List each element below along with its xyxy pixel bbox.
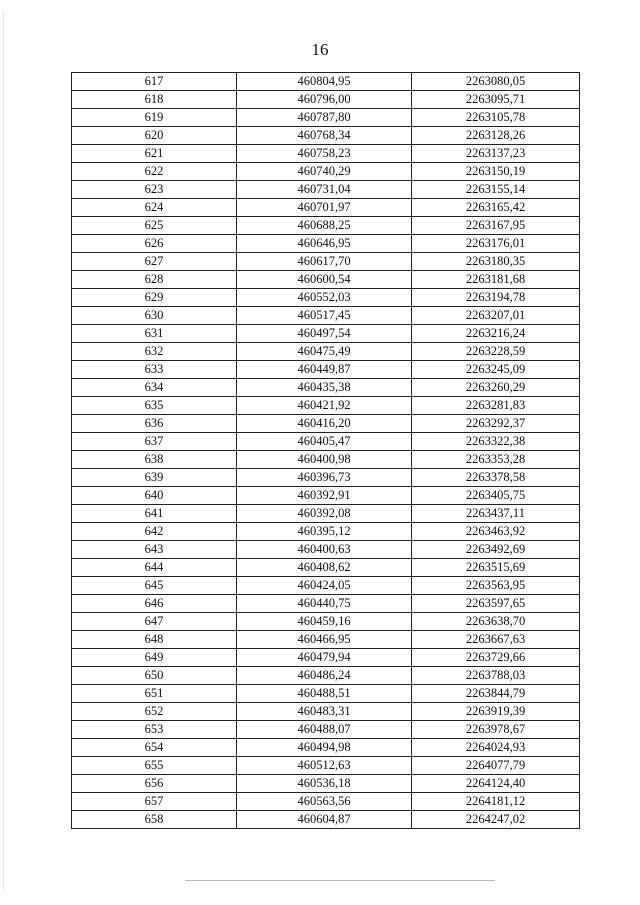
y-coordinate-cell: 2263281,83 bbox=[412, 397, 580, 415]
table-row bbox=[72, 235, 580, 253]
table-row bbox=[72, 91, 580, 109]
y-coordinate-cell: 2263322,38 bbox=[412, 433, 580, 451]
y-coordinate-cell: 2264077,79 bbox=[412, 757, 580, 775]
y-coordinate-cell: 2263105,78 bbox=[412, 109, 580, 127]
x-coordinate-cell: 460488,07 bbox=[237, 721, 412, 739]
y-coordinate-cell: 2263353,28 bbox=[412, 451, 580, 469]
table-row bbox=[72, 163, 580, 181]
x-coordinate-cell: 460563,56 bbox=[237, 793, 412, 811]
y-coordinate-cell: 2263378,58 bbox=[412, 469, 580, 487]
point-number-cell: 648 bbox=[72, 631, 237, 649]
table-row bbox=[72, 415, 580, 433]
point-number-cell: 636 bbox=[72, 415, 237, 433]
y-coordinate-cell: 2263181,68 bbox=[412, 271, 580, 289]
y-coordinate-cell: 2263228,59 bbox=[412, 343, 580, 361]
table-row bbox=[72, 721, 580, 739]
x-coordinate-cell: 460405,47 bbox=[237, 433, 412, 451]
y-coordinate-cell: 2263597,65 bbox=[412, 595, 580, 613]
table-row bbox=[72, 595, 580, 613]
x-coordinate-cell: 460517,45 bbox=[237, 307, 412, 325]
y-coordinate-cell: 2263150,19 bbox=[412, 163, 580, 181]
coordinates-table-body bbox=[72, 73, 580, 829]
x-coordinate-cell: 460486,24 bbox=[237, 667, 412, 685]
y-coordinate-cell: 2263437,11 bbox=[412, 505, 580, 523]
x-coordinate-cell: 460497,54 bbox=[237, 325, 412, 343]
y-coordinate-cell: 2263167,95 bbox=[412, 217, 580, 235]
table-row bbox=[72, 289, 580, 307]
point-number-cell: 655 bbox=[72, 757, 237, 775]
y-coordinate-cell: 2263292,37 bbox=[412, 415, 580, 433]
point-number-cell: 619 bbox=[72, 109, 237, 127]
table-row bbox=[72, 577, 580, 595]
y-coordinate-cell: 2263216,24 bbox=[412, 325, 580, 343]
table-row bbox=[72, 649, 580, 667]
point-number-cell: 635 bbox=[72, 397, 237, 415]
x-coordinate-cell: 460600,54 bbox=[237, 271, 412, 289]
point-number-cell: 625 bbox=[72, 217, 237, 235]
x-coordinate-cell: 460617,70 bbox=[237, 253, 412, 271]
table-row bbox=[72, 739, 580, 757]
y-coordinate-cell: 2263176,01 bbox=[412, 235, 580, 253]
y-coordinate-cell: 2263245,09 bbox=[412, 361, 580, 379]
table-row bbox=[72, 613, 580, 631]
y-coordinate-cell: 2263515,69 bbox=[412, 559, 580, 577]
table-row bbox=[72, 253, 580, 271]
point-number-cell: 658 bbox=[72, 811, 237, 829]
point-number-cell: 631 bbox=[72, 325, 237, 343]
x-coordinate-cell: 460440,75 bbox=[237, 595, 412, 613]
point-number-cell: 628 bbox=[72, 271, 237, 289]
point-number-cell: 620 bbox=[72, 127, 237, 145]
table-row bbox=[72, 793, 580, 811]
point-number-cell: 640 bbox=[72, 487, 237, 505]
y-coordinate-cell: 2263080,05 bbox=[412, 73, 580, 91]
table-row bbox=[72, 199, 580, 217]
x-coordinate-cell: 460604,87 bbox=[237, 811, 412, 829]
table-row bbox=[72, 757, 580, 775]
table-row bbox=[72, 811, 580, 829]
y-coordinate-cell: 2264124,40 bbox=[412, 775, 580, 793]
point-number-cell: 656 bbox=[72, 775, 237, 793]
y-coordinate-cell: 2263260,29 bbox=[412, 379, 580, 397]
x-coordinate-cell: 460488,51 bbox=[237, 685, 412, 703]
x-coordinate-cell: 460400,63 bbox=[237, 541, 412, 559]
table-row bbox=[72, 451, 580, 469]
y-coordinate-cell: 2263207,01 bbox=[412, 307, 580, 325]
table-row bbox=[72, 397, 580, 415]
x-coordinate-cell: 460479,94 bbox=[237, 649, 412, 667]
table-row bbox=[72, 325, 580, 343]
point-number-cell: 651 bbox=[72, 685, 237, 703]
x-coordinate-cell: 460483,31 bbox=[237, 703, 412, 721]
y-coordinate-cell: 2263788,03 bbox=[412, 667, 580, 685]
table-row bbox=[72, 505, 580, 523]
y-coordinate-cell: 2263165,42 bbox=[412, 199, 580, 217]
x-coordinate-cell: 460408,62 bbox=[237, 559, 412, 577]
y-coordinate-cell: 2263978,67 bbox=[412, 721, 580, 739]
y-coordinate-cell: 2263563,95 bbox=[412, 577, 580, 595]
x-coordinate-cell: 460768,34 bbox=[237, 127, 412, 145]
y-coordinate-cell: 2263667,63 bbox=[412, 631, 580, 649]
x-coordinate-cell: 460796,00 bbox=[237, 91, 412, 109]
table-row bbox=[72, 469, 580, 487]
point-number-cell: 643 bbox=[72, 541, 237, 559]
x-coordinate-cell: 460392,08 bbox=[237, 505, 412, 523]
point-number-cell: 624 bbox=[72, 199, 237, 217]
point-number-cell: 626 bbox=[72, 235, 237, 253]
point-number-cell: 617 bbox=[72, 73, 237, 91]
table-row bbox=[72, 307, 580, 325]
point-number-cell: 634 bbox=[72, 379, 237, 397]
table-row bbox=[72, 127, 580, 145]
y-coordinate-cell: 2264247,02 bbox=[412, 811, 580, 829]
y-coordinate-cell: 2263095,71 bbox=[412, 91, 580, 109]
table-row bbox=[72, 523, 580, 541]
x-coordinate-cell: 460646,95 bbox=[237, 235, 412, 253]
x-coordinate-cell: 460494,98 bbox=[237, 739, 412, 757]
x-coordinate-cell: 460731,04 bbox=[237, 181, 412, 199]
table-row bbox=[72, 73, 580, 91]
x-coordinate-cell: 460395,12 bbox=[237, 523, 412, 541]
table-row bbox=[72, 109, 580, 127]
x-coordinate-cell: 460512,63 bbox=[237, 757, 412, 775]
point-number-cell: 652 bbox=[72, 703, 237, 721]
y-coordinate-cell: 2263729,66 bbox=[412, 649, 580, 667]
table-row bbox=[72, 361, 580, 379]
y-coordinate-cell: 2263137,23 bbox=[412, 145, 580, 163]
point-number-cell: 637 bbox=[72, 433, 237, 451]
table-row bbox=[72, 667, 580, 685]
point-number-cell: 639 bbox=[72, 469, 237, 487]
x-coordinate-cell: 460435,38 bbox=[237, 379, 412, 397]
point-number-cell: 644 bbox=[72, 559, 237, 577]
y-coordinate-cell: 2263919,39 bbox=[412, 703, 580, 721]
y-coordinate-cell: 2263844,79 bbox=[412, 685, 580, 703]
table-row bbox=[72, 181, 580, 199]
x-coordinate-cell: 460536,18 bbox=[237, 775, 412, 793]
table-row bbox=[72, 343, 580, 361]
x-coordinate-cell: 460787,80 bbox=[237, 109, 412, 127]
table-row bbox=[72, 433, 580, 451]
point-number-cell: 632 bbox=[72, 343, 237, 361]
coordinates-table bbox=[71, 72, 580, 829]
point-number-cell: 627 bbox=[72, 253, 237, 271]
point-number-cell: 621 bbox=[72, 145, 237, 163]
table-row bbox=[72, 685, 580, 703]
x-coordinate-cell: 460400,98 bbox=[237, 451, 412, 469]
table-row bbox=[72, 559, 580, 577]
point-number-cell: 641 bbox=[72, 505, 237, 523]
table-row bbox=[72, 541, 580, 559]
y-coordinate-cell: 2264024,93 bbox=[412, 739, 580, 757]
y-coordinate-cell: 2264181,12 bbox=[412, 793, 580, 811]
point-number-cell: 623 bbox=[72, 181, 237, 199]
point-number-cell: 654 bbox=[72, 739, 237, 757]
point-number-cell: 618 bbox=[72, 91, 237, 109]
table-row bbox=[72, 703, 580, 721]
point-number-cell: 642 bbox=[72, 523, 237, 541]
point-number-cell: 653 bbox=[72, 721, 237, 739]
y-coordinate-cell: 2263492,69 bbox=[412, 541, 580, 559]
point-number-cell: 646 bbox=[72, 595, 237, 613]
y-coordinate-cell: 2263405,75 bbox=[412, 487, 580, 505]
table-row bbox=[72, 487, 580, 505]
x-coordinate-cell: 460701,97 bbox=[237, 199, 412, 217]
x-coordinate-cell: 460552,03 bbox=[237, 289, 412, 307]
point-number-cell: 645 bbox=[72, 577, 237, 595]
y-coordinate-cell: 2263638,70 bbox=[412, 613, 580, 631]
point-number-cell: 638 bbox=[72, 451, 237, 469]
x-coordinate-cell: 460449,87 bbox=[237, 361, 412, 379]
x-coordinate-cell: 460392,91 bbox=[237, 487, 412, 505]
point-number-cell: 633 bbox=[72, 361, 237, 379]
point-number-cell: 629 bbox=[72, 289, 237, 307]
page-number: 16 bbox=[311, 40, 329, 59]
x-coordinate-cell: 460424,05 bbox=[237, 577, 412, 595]
x-coordinate-cell: 460459,16 bbox=[237, 613, 412, 631]
x-coordinate-cell: 460740,29 bbox=[237, 163, 412, 181]
point-number-cell: 649 bbox=[72, 649, 237, 667]
y-coordinate-cell: 2263194,78 bbox=[412, 289, 580, 307]
table-row bbox=[72, 631, 580, 649]
y-coordinate-cell: 2263155,14 bbox=[412, 181, 580, 199]
point-number-cell: 630 bbox=[72, 307, 237, 325]
table-row bbox=[72, 145, 580, 163]
table-row bbox=[72, 379, 580, 397]
point-number-cell: 647 bbox=[72, 613, 237, 631]
scan-edge-line bbox=[3, 10, 4, 890]
x-coordinate-cell: 460396,73 bbox=[237, 469, 412, 487]
x-coordinate-cell: 460804,95 bbox=[237, 73, 412, 91]
y-coordinate-cell: 2263463,92 bbox=[412, 523, 580, 541]
y-coordinate-cell: 2263128,26 bbox=[412, 127, 580, 145]
table-row bbox=[72, 271, 580, 289]
point-number-cell: 657 bbox=[72, 793, 237, 811]
x-coordinate-cell: 460421,92 bbox=[237, 397, 412, 415]
table-row bbox=[72, 217, 580, 235]
x-coordinate-cell: 460688,25 bbox=[237, 217, 412, 235]
table-row bbox=[72, 775, 580, 793]
bottom-divider bbox=[185, 880, 495, 881]
point-number-cell: 650 bbox=[72, 667, 237, 685]
x-coordinate-cell: 460475,49 bbox=[237, 343, 412, 361]
x-coordinate-cell: 460466,95 bbox=[237, 631, 412, 649]
x-coordinate-cell: 460416,20 bbox=[237, 415, 412, 433]
x-coordinate-cell: 460758,23 bbox=[237, 145, 412, 163]
point-number-cell: 622 bbox=[72, 163, 237, 181]
y-coordinate-cell: 2263180,35 bbox=[412, 253, 580, 271]
